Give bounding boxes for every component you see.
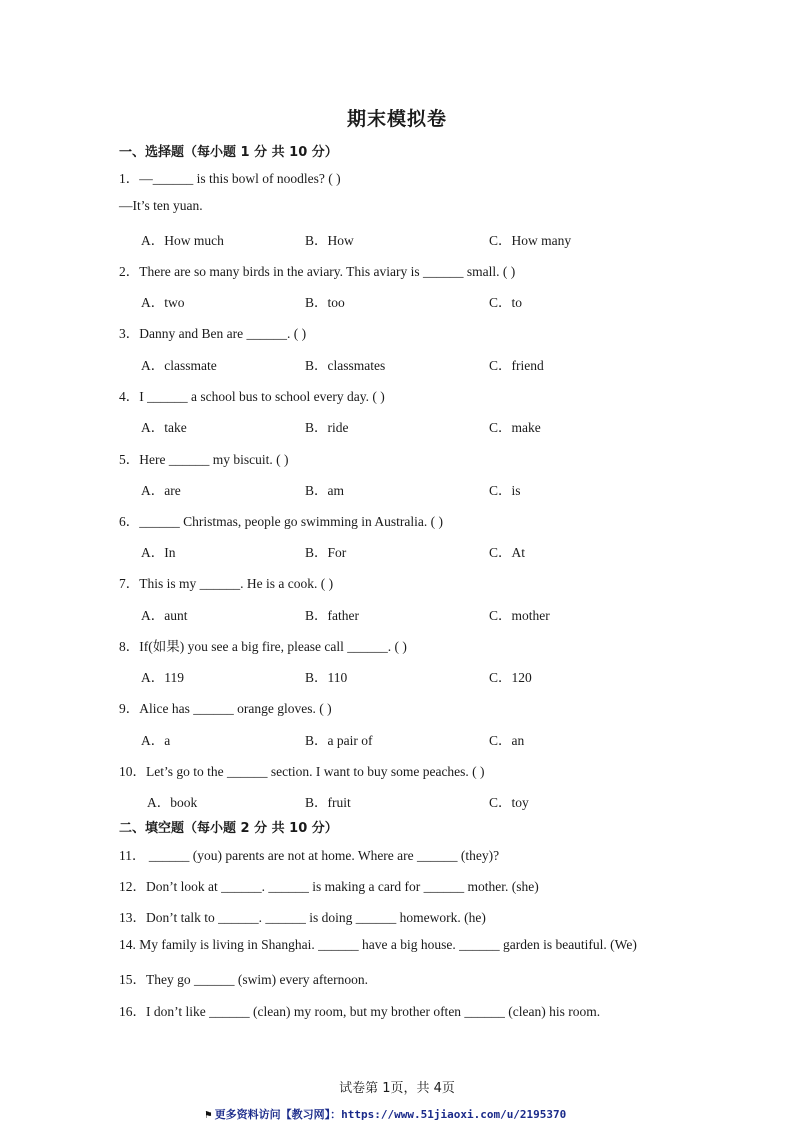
page-number: 试卷第 1页，共 4页 bbox=[339, 1081, 455, 1096]
question-6: 6．______ Christmas, people go swimming in Australia. ( ) bbox=[119, 514, 443, 529]
option-c: C．is bbox=[489, 483, 521, 498]
question-11: 11． ______ (you) parents are not at home. Where are ______ (they)? bbox=[119, 848, 500, 863]
option-b: B．fruit bbox=[305, 795, 351, 810]
option-c: C．120 bbox=[489, 670, 532, 685]
option-c: C．How many bbox=[489, 233, 572, 248]
option-b: B．am bbox=[305, 483, 344, 498]
flag-icon: ⚑ bbox=[205, 1108, 212, 1121]
section-heading-fill-in: 二、填空题（每小题 2 分 共 10 分） bbox=[119, 821, 338, 836]
option-b: B．For bbox=[305, 545, 347, 560]
question-2: 2．There are so many birds in the aviary. This aviary is ______ small. ( ) bbox=[119, 264, 516, 279]
question-5: 5．Here ______ my biscuit. ( ) bbox=[119, 452, 289, 467]
option-a: A．book bbox=[147, 795, 198, 810]
option-a: A．In bbox=[141, 545, 176, 560]
option-b: B．110 bbox=[305, 670, 348, 685]
option-c: C．toy bbox=[489, 795, 529, 810]
section-heading-choice: 一、选择题（每小题 1 分 共 10 分） bbox=[119, 145, 338, 160]
option-c: C．to bbox=[489, 295, 523, 310]
option-a: A．are bbox=[141, 483, 181, 498]
question-1-answer-line: —It’s ten yuan. bbox=[119, 198, 203, 213]
option-b: B．How bbox=[305, 233, 354, 248]
option-a: A．classmate bbox=[141, 358, 217, 373]
option-c: C．friend bbox=[489, 358, 544, 373]
question-12: 12．Don’t look at ______. ______ is making a card for ______ mother. (she) bbox=[119, 879, 539, 894]
option-c: C．make bbox=[489, 420, 541, 435]
option-a: A．aunt bbox=[141, 608, 188, 623]
question-10: 10．Let’s go to the ______ section. I want to buy some peaches. ( ) bbox=[119, 764, 485, 779]
option-a: A．119 bbox=[141, 670, 184, 685]
footer-link-text[interactable]: 更多资料访问【教习网】：https://www.51jiaoxi.com/u/2195370 bbox=[214, 1108, 567, 1121]
option-b: B．ride bbox=[305, 420, 349, 435]
question-1: 1．—______ is this bowl of noodles? ( ) bbox=[119, 171, 341, 186]
option-c: C．At bbox=[489, 545, 526, 560]
option-a: A．two bbox=[141, 295, 185, 310]
question-4: 4．I ______ a school bus to school every day. ( ) bbox=[119, 389, 385, 404]
option-a: A．a bbox=[141, 733, 171, 748]
question-3: 3．Danny and Ben are ______. ( ) bbox=[119, 326, 307, 341]
option-a: A．How much bbox=[141, 233, 224, 248]
question-7: 7．This is my ______. He is a cook. ( ) bbox=[119, 576, 334, 591]
page-title: 期末模拟卷 bbox=[346, 108, 447, 130]
question-9: 9．Alice has ______ orange gloves. ( ) bbox=[119, 701, 332, 716]
option-c: C．mother bbox=[489, 608, 550, 623]
question-16: 16．I don’t like ______ (clean) my room, but my brother often ______ (clean) his room. bbox=[119, 1004, 601, 1019]
option-b: B．father bbox=[305, 608, 359, 623]
footer-link[interactable] bbox=[205, 1106, 566, 1122]
question-15: 15．They go ______ (swim) every afternoon. bbox=[119, 972, 368, 987]
question-14: 14. My family is living in Shanghai. ______ have a big house. ______ garden is beautiful. (We) bbox=[119, 937, 637, 952]
question-8: 8．If(如果) you see a big fire, please call ______. ( ) bbox=[119, 639, 407, 654]
option-b: B．classmates bbox=[305, 358, 386, 373]
option-c: C．an bbox=[489, 733, 525, 748]
option-a: A．take bbox=[141, 420, 187, 435]
option-b: B．a pair of bbox=[305, 733, 373, 748]
question-13: 13．Don’t talk to ______. ______ is doing ______ homework. (he) bbox=[119, 910, 486, 925]
option-b: B．too bbox=[305, 295, 345, 310]
